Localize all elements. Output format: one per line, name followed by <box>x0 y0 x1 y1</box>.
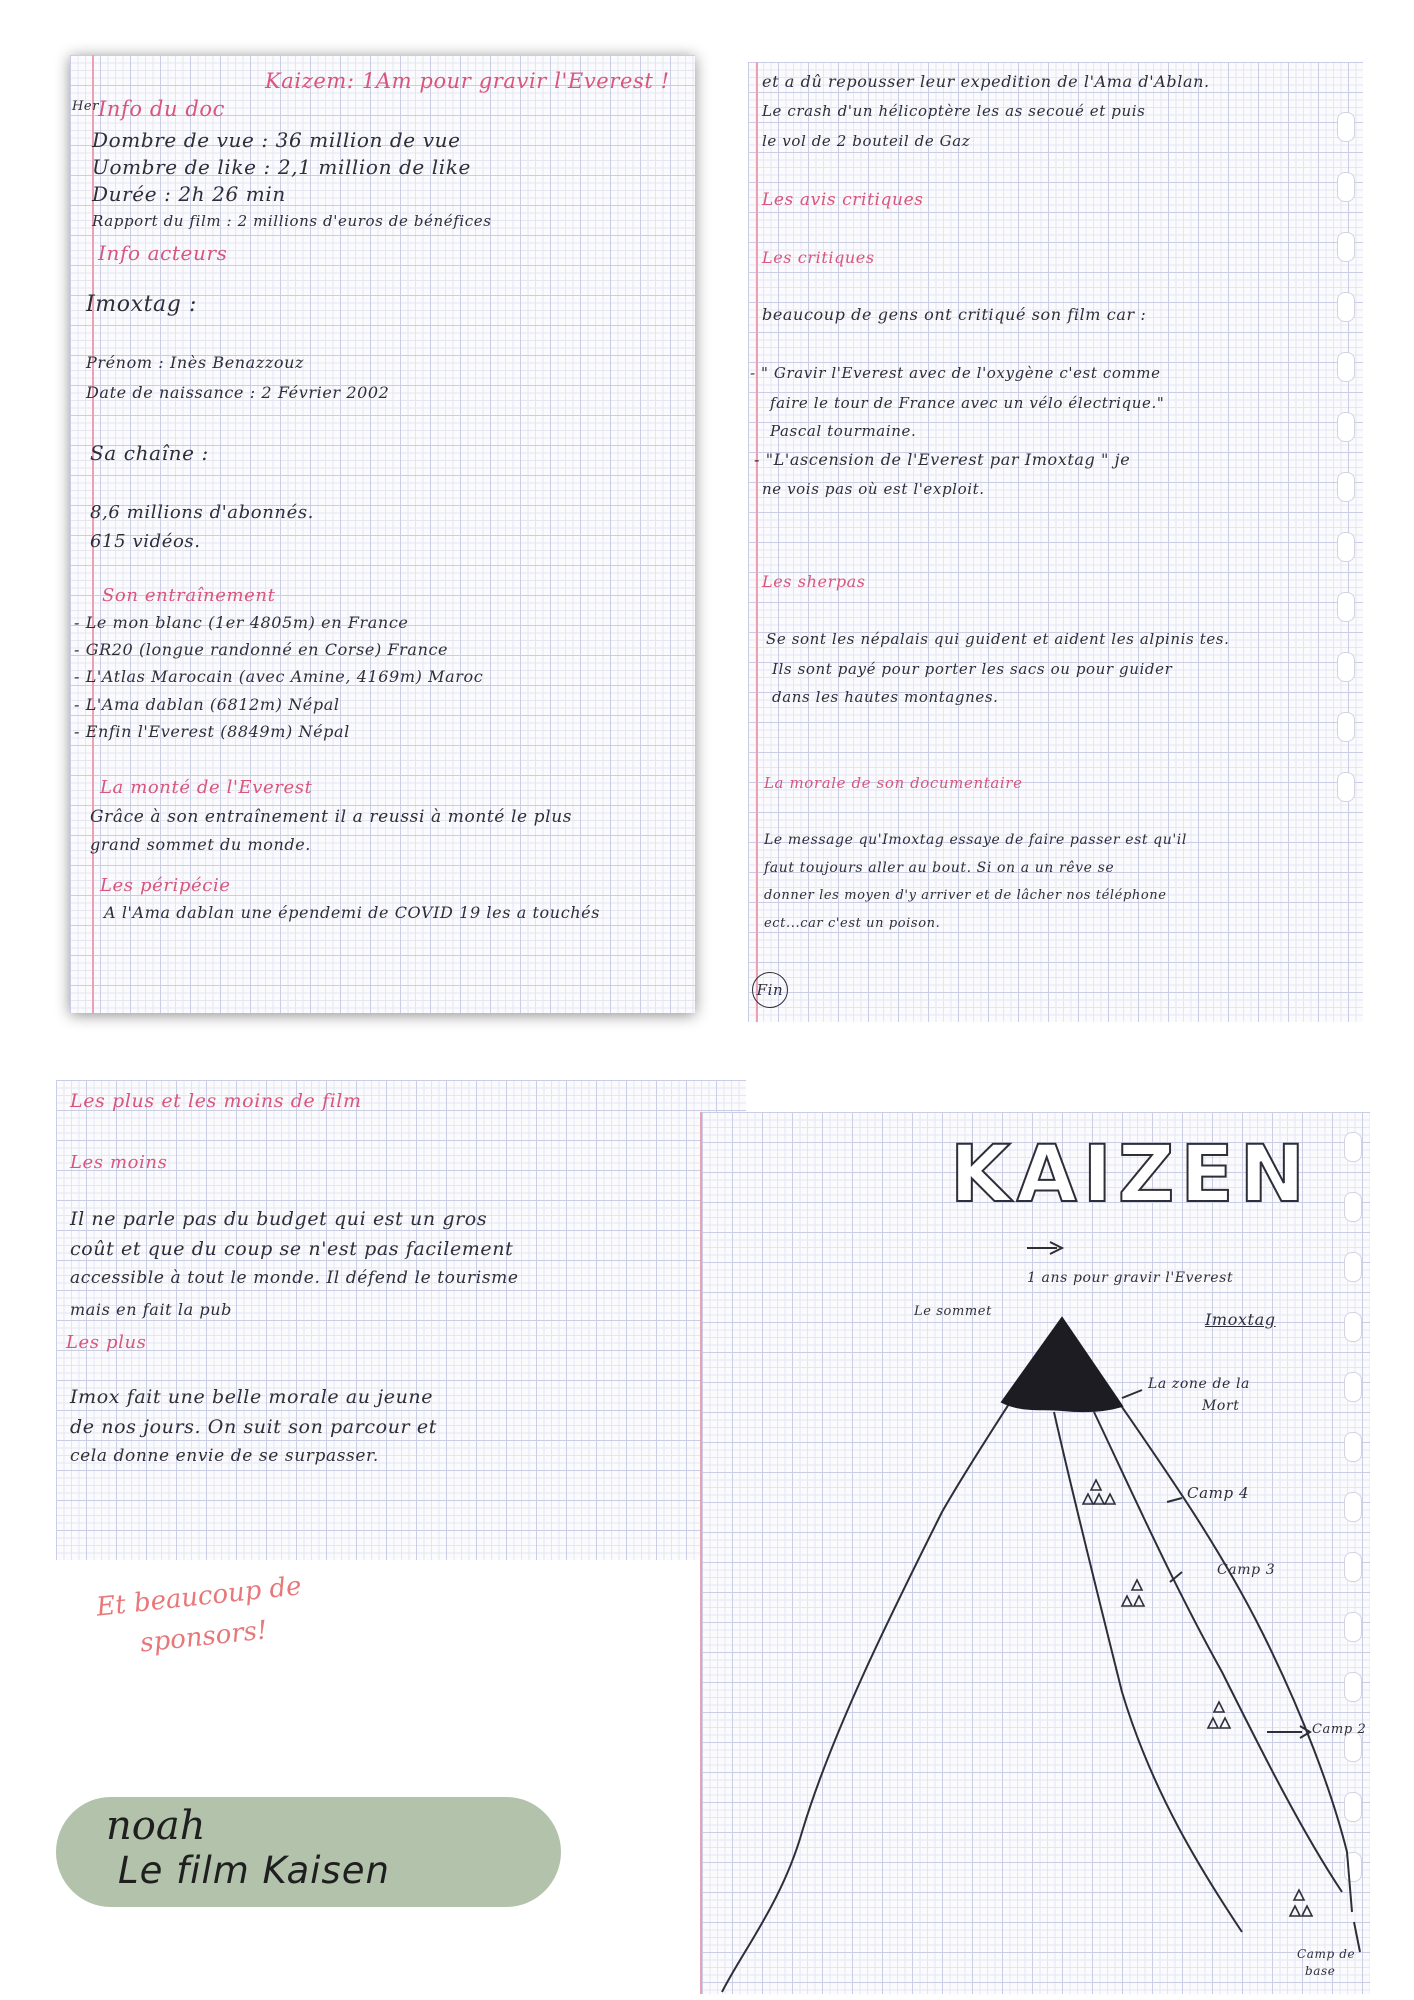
author-signature: noah <box>106 1803 206 1849</box>
channel-stat: 615 vidéos. <box>90 531 201 552</box>
doc-info-line: Uombre de like : 2,1 million de like <box>92 155 471 179</box>
actor-detail: Date de naissance : 2 Février 2002 <box>86 383 390 402</box>
sponsors-annotation-line1: Et beaucoup de <box>94 1571 303 1623</box>
notebook-page-1 <box>70 55 695 1013</box>
perils-heading: Les péripécie <box>100 875 231 896</box>
actors-heading: Info acteurs <box>98 241 228 265</box>
moral-line: faut toujours aller au bout. Si on a un rêve se <box>764 860 1115 876</box>
base-camp-label: base <box>1305 1964 1336 1978</box>
minus-line: mais en fait la pub <box>70 1300 233 1319</box>
sherpas-line: Ils sont payé pour porter les sacs ou pour guider <box>772 660 1173 678</box>
channel-stat: 8,6 millions d'abonnés. <box>90 502 314 523</box>
actor-name: Imoxtag : <box>86 292 198 317</box>
doc-info-line: Rapport du film : 2 millions d'euros de bénéfices <box>92 212 492 230</box>
page-title: Kaizem: 1Am pour gravir l'Everest ! <box>265 69 670 93</box>
base-camp-label: Camp de <box>1297 1947 1356 1961</box>
moral-heading: La morale de son documentaire <box>764 774 1023 792</box>
plus-line: de nos jours. On suit son parcour et <box>70 1416 437 1438</box>
sherpas-heading: Les sherpas <box>762 572 866 591</box>
moral-line: ect...car c'est un poison. <box>764 916 941 931</box>
ascent-line: Grâce à son entraînement il a reussi à monté le plus <box>90 807 573 827</box>
death-zone-label: Mort <box>1202 1398 1240 1414</box>
notebook-page-3 <box>56 1080 746 1560</box>
doc-info-line: Dombre de vue : 36 million de vue <box>92 128 461 152</box>
critic-quote: - "L'ascension de l'Everest par Imoxtag " je <box>754 450 1131 469</box>
film-title: Le film Kaisen <box>118 1849 390 1892</box>
doc-info-line: Durée : 2h 26 min <box>92 182 286 206</box>
channel-label: Sa chaîne : <box>90 441 209 465</box>
camp4-label: Camp 4 <box>1187 1484 1250 1502</box>
continued-line: et a dû repousser leur expedition de l'Ama d'Ablan. <box>762 72 1210 91</box>
ascent-heading: La monté de l'Everest <box>100 777 313 798</box>
critics-heading: Les critiques <box>762 248 875 267</box>
plus-line: cela donne envie de se surpasser. <box>70 1446 379 1466</box>
sherpas-line: Se sont les népalais qui guident et aident les alpinis tes. <box>766 630 1230 648</box>
training-item: - L'Atlas Marocain (avec Amine, 4169m) Maroc <box>74 667 484 686</box>
minus-heading: Les moins <box>70 1152 168 1173</box>
notebook-page-2 <box>748 62 1363 1022</box>
minus-line: coût et que du coup se n'est pas facilement <box>70 1238 514 1260</box>
doc-info-heading: Info du doc <box>98 97 226 121</box>
reviews-heading: Les avis critiques <box>762 190 924 210</box>
death-zone-label: La zone de la <box>1148 1376 1250 1392</box>
subtitle: 1 ans pour gravir l'Everest <box>1027 1270 1234 1286</box>
ascent-line: grand sommet du monde. <box>90 835 311 854</box>
plus-heading: Les plus <box>66 1332 147 1353</box>
training-item: - GR20 (longue randonné en Corse) France <box>74 640 449 659</box>
continued-line: Le crash d'un hélicoptère les as secoué et puis <box>762 102 1146 120</box>
training-item: - L'Ama dablan (6812m) Népal <box>74 695 340 714</box>
summit-label: Le sommet <box>914 1304 992 1319</box>
plus-line: Imox fait une belle morale au jeune <box>70 1386 434 1408</box>
everest-drawing <box>702 1112 1370 1994</box>
author-label: Imoxtag <box>1205 1310 1276 1329</box>
notebook-page-4 <box>700 1112 1370 1994</box>
critic-quote: ne vois pas où est l'exploit. <box>762 480 985 498</box>
training-item: - Enfin l'Everest (8849m) Népal <box>74 722 350 741</box>
end-mark: Fin <box>752 972 788 1008</box>
sherpas-line: dans les hautes montagnes. <box>772 688 999 706</box>
actor-detail: Prénom : Inès Benazzouz <box>86 353 305 372</box>
training-heading: Son entraînement <box>102 585 276 606</box>
binder-holes <box>1337 112 1355 832</box>
moral-line: donner les moyen d'y arriver et de lâcher nos téléphone <box>764 888 1167 903</box>
critic-quote: faire le tour de France avec un vélo électrique." <box>770 394 1165 412</box>
minus-line: Il ne parle pas du budget qui est un gros <box>70 1208 488 1230</box>
minus-line: accessible à tout le monde. Il défend le tourisme <box>70 1268 519 1288</box>
author-badge <box>56 1797 561 1907</box>
camp2-label: Camp 2 <box>1312 1722 1367 1737</box>
camp3-label: Camp 3 <box>1217 1562 1276 1578</box>
page-margin-line <box>756 62 758 1022</box>
critic-quote: - " Gravir l'Everest avec de l'oxygène c'est comme <box>750 364 1161 382</box>
sponsors-annotation-line2: sponsors! <box>138 1615 269 1659</box>
kaizen-title: KAIZEN <box>950 1130 1311 1220</box>
critics-intro: beaucoup de gens ont critiqué son film car : <box>762 305 1147 324</box>
moral-line: Le message qu'Imoxtag essaye de faire passer est qu'il <box>764 832 1187 848</box>
training-item: - Le mon blanc (1er 4805m) en France <box>74 613 409 632</box>
death-zone-shape <box>1002 1318 1122 1411</box>
pros-cons-heading: Les plus et les moins de film <box>70 1090 362 1112</box>
continued-line: le vol de 2 bouteil de Gaz <box>762 132 971 150</box>
side-note: Her <box>72 99 100 114</box>
critic-quote: Pascal tourmaine. <box>770 422 917 440</box>
perils-line: A l'Ama dablan une épendemi de COVID 19 les a touchés <box>104 903 601 922</box>
